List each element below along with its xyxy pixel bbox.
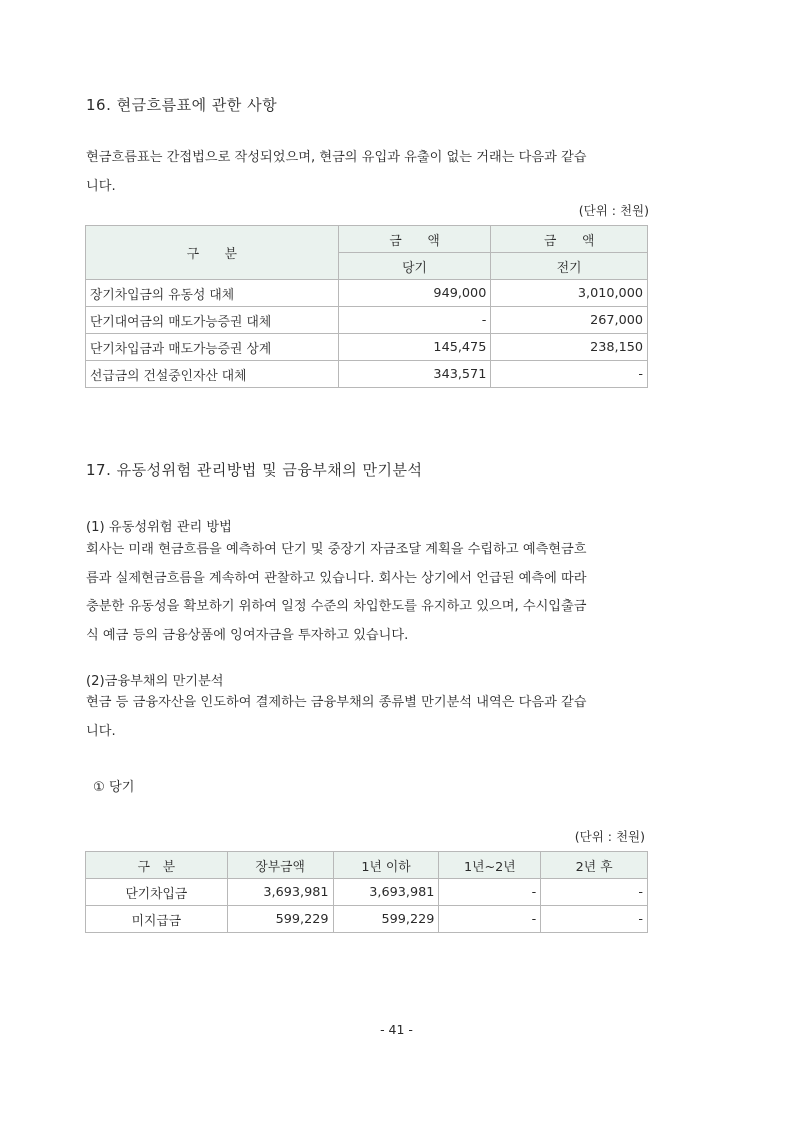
paragraph-line: 식 예금 등의 금융상품에 잉여자금을 투자하고 있습니다. bbox=[86, 627, 409, 643]
row-label: 단기차입금과 매도가능증권 상계 bbox=[86, 334, 339, 361]
row-current: 343,571 bbox=[338, 361, 491, 388]
row-prior: 267,000 bbox=[491, 307, 648, 334]
table-row bbox=[86, 879, 648, 906]
table-row bbox=[86, 280, 648, 307]
header-book-value: 장부금액 bbox=[227, 852, 333, 879]
subsection-2-title: (2)금융부채의 만기분석 bbox=[86, 674, 224, 689]
row-label: 단기대여금의 매도가능증권 대체 bbox=[86, 307, 339, 334]
row-prior: 238,150 bbox=[491, 334, 648, 361]
unit-label: (단위 : 천원) bbox=[574, 829, 645, 844]
row-after-2-years: - bbox=[541, 906, 648, 933]
paragraph-line: 니다. bbox=[86, 723, 116, 739]
paragraph-line: 현금흐름표는 간접법으로 작성되었으며, 현금의 유입과 유출이 없는 거래는 다음과 같습 bbox=[86, 150, 587, 165]
subsection-2-paragraph bbox=[86, 689, 587, 746]
row-within-1-year: 3,693,981 bbox=[333, 879, 439, 906]
paragraph-line: 름과 실제현금흐름을 계속하여 관찰하고 있습니다. 회사는 상기에서 언급된 예측에 따라 bbox=[86, 570, 587, 586]
row-book-value: 3,693,981 bbox=[227, 879, 333, 906]
paragraph-line: 현금 등 금융자산을 인도하여 결제하는 금융부채의 종류별 만기분석 내역은 다음과 같습 bbox=[86, 695, 587, 710]
row-1-to-2-years: - bbox=[439, 906, 541, 933]
header-current: 당기 bbox=[338, 253, 491, 280]
section-16-paragraph bbox=[86, 144, 587, 201]
header-amount: 금 액 bbox=[491, 226, 648, 253]
maturity-analysis-table bbox=[85, 851, 648, 933]
row-1-to-2-years: - bbox=[439, 879, 541, 906]
table-row bbox=[86, 906, 648, 933]
row-current: 949,000 bbox=[338, 280, 491, 307]
row-label: 단기차입금 bbox=[86, 879, 228, 906]
header-amount: 금 액 bbox=[338, 226, 491, 253]
row-book-value: 599,229 bbox=[227, 906, 333, 933]
header-category: 구 분 bbox=[86, 226, 339, 280]
header-category: 구 분 bbox=[86, 852, 228, 879]
table-row bbox=[86, 307, 648, 334]
cash-flow-noncash-table bbox=[85, 225, 648, 388]
table-row bbox=[86, 361, 648, 388]
row-prior: - bbox=[491, 361, 648, 388]
row-prior: 3,010,000 bbox=[491, 280, 648, 307]
row-label: 장기차입금의 유동성 대체 bbox=[86, 280, 339, 307]
row-within-1-year: 599,229 bbox=[333, 906, 439, 933]
row-current: 145,475 bbox=[338, 334, 491, 361]
page-number: - 41 - bbox=[380, 1022, 413, 1037]
row-label: 선급금의 건설중인자산 대체 bbox=[86, 361, 339, 388]
header-prior: 전기 bbox=[491, 253, 648, 280]
row-after-2-years: - bbox=[541, 879, 648, 906]
paragraph-line: 니다. bbox=[86, 178, 116, 194]
subsection-1-title: (1) 유동성위험 관리 방법 bbox=[86, 520, 232, 535]
paragraph-line: 충분한 유동성을 확보하기 위하여 일정 수준의 차입한도를 유지하고 있으며, 수시입출금 bbox=[86, 599, 587, 614]
row-label: 미지급금 bbox=[86, 906, 228, 933]
header-after-2-years: 2년 후 bbox=[541, 852, 648, 879]
table-row bbox=[86, 334, 648, 361]
unit-label: (단위 : 천원) bbox=[578, 203, 649, 218]
header-1-to-2-years: 1년~2년 bbox=[439, 852, 541, 879]
paragraph-line: 회사는 미래 현금흐름을 예측하여 단기 및 중장기 자금조달 계획을 수립하고 예측현금흐 bbox=[86, 542, 587, 557]
section-16-title: 16. 현금흐름표에 관한 사항 bbox=[86, 96, 278, 114]
subsection-1-paragraph bbox=[86, 536, 587, 650]
header-within-1-year: 1년 이하 bbox=[333, 852, 439, 879]
period-label: ① 당기 bbox=[93, 780, 135, 795]
row-current: - bbox=[338, 307, 491, 334]
section-17-title: 17. 유동성위험 관리방법 및 금융부채의 만기분석 bbox=[86, 461, 423, 479]
